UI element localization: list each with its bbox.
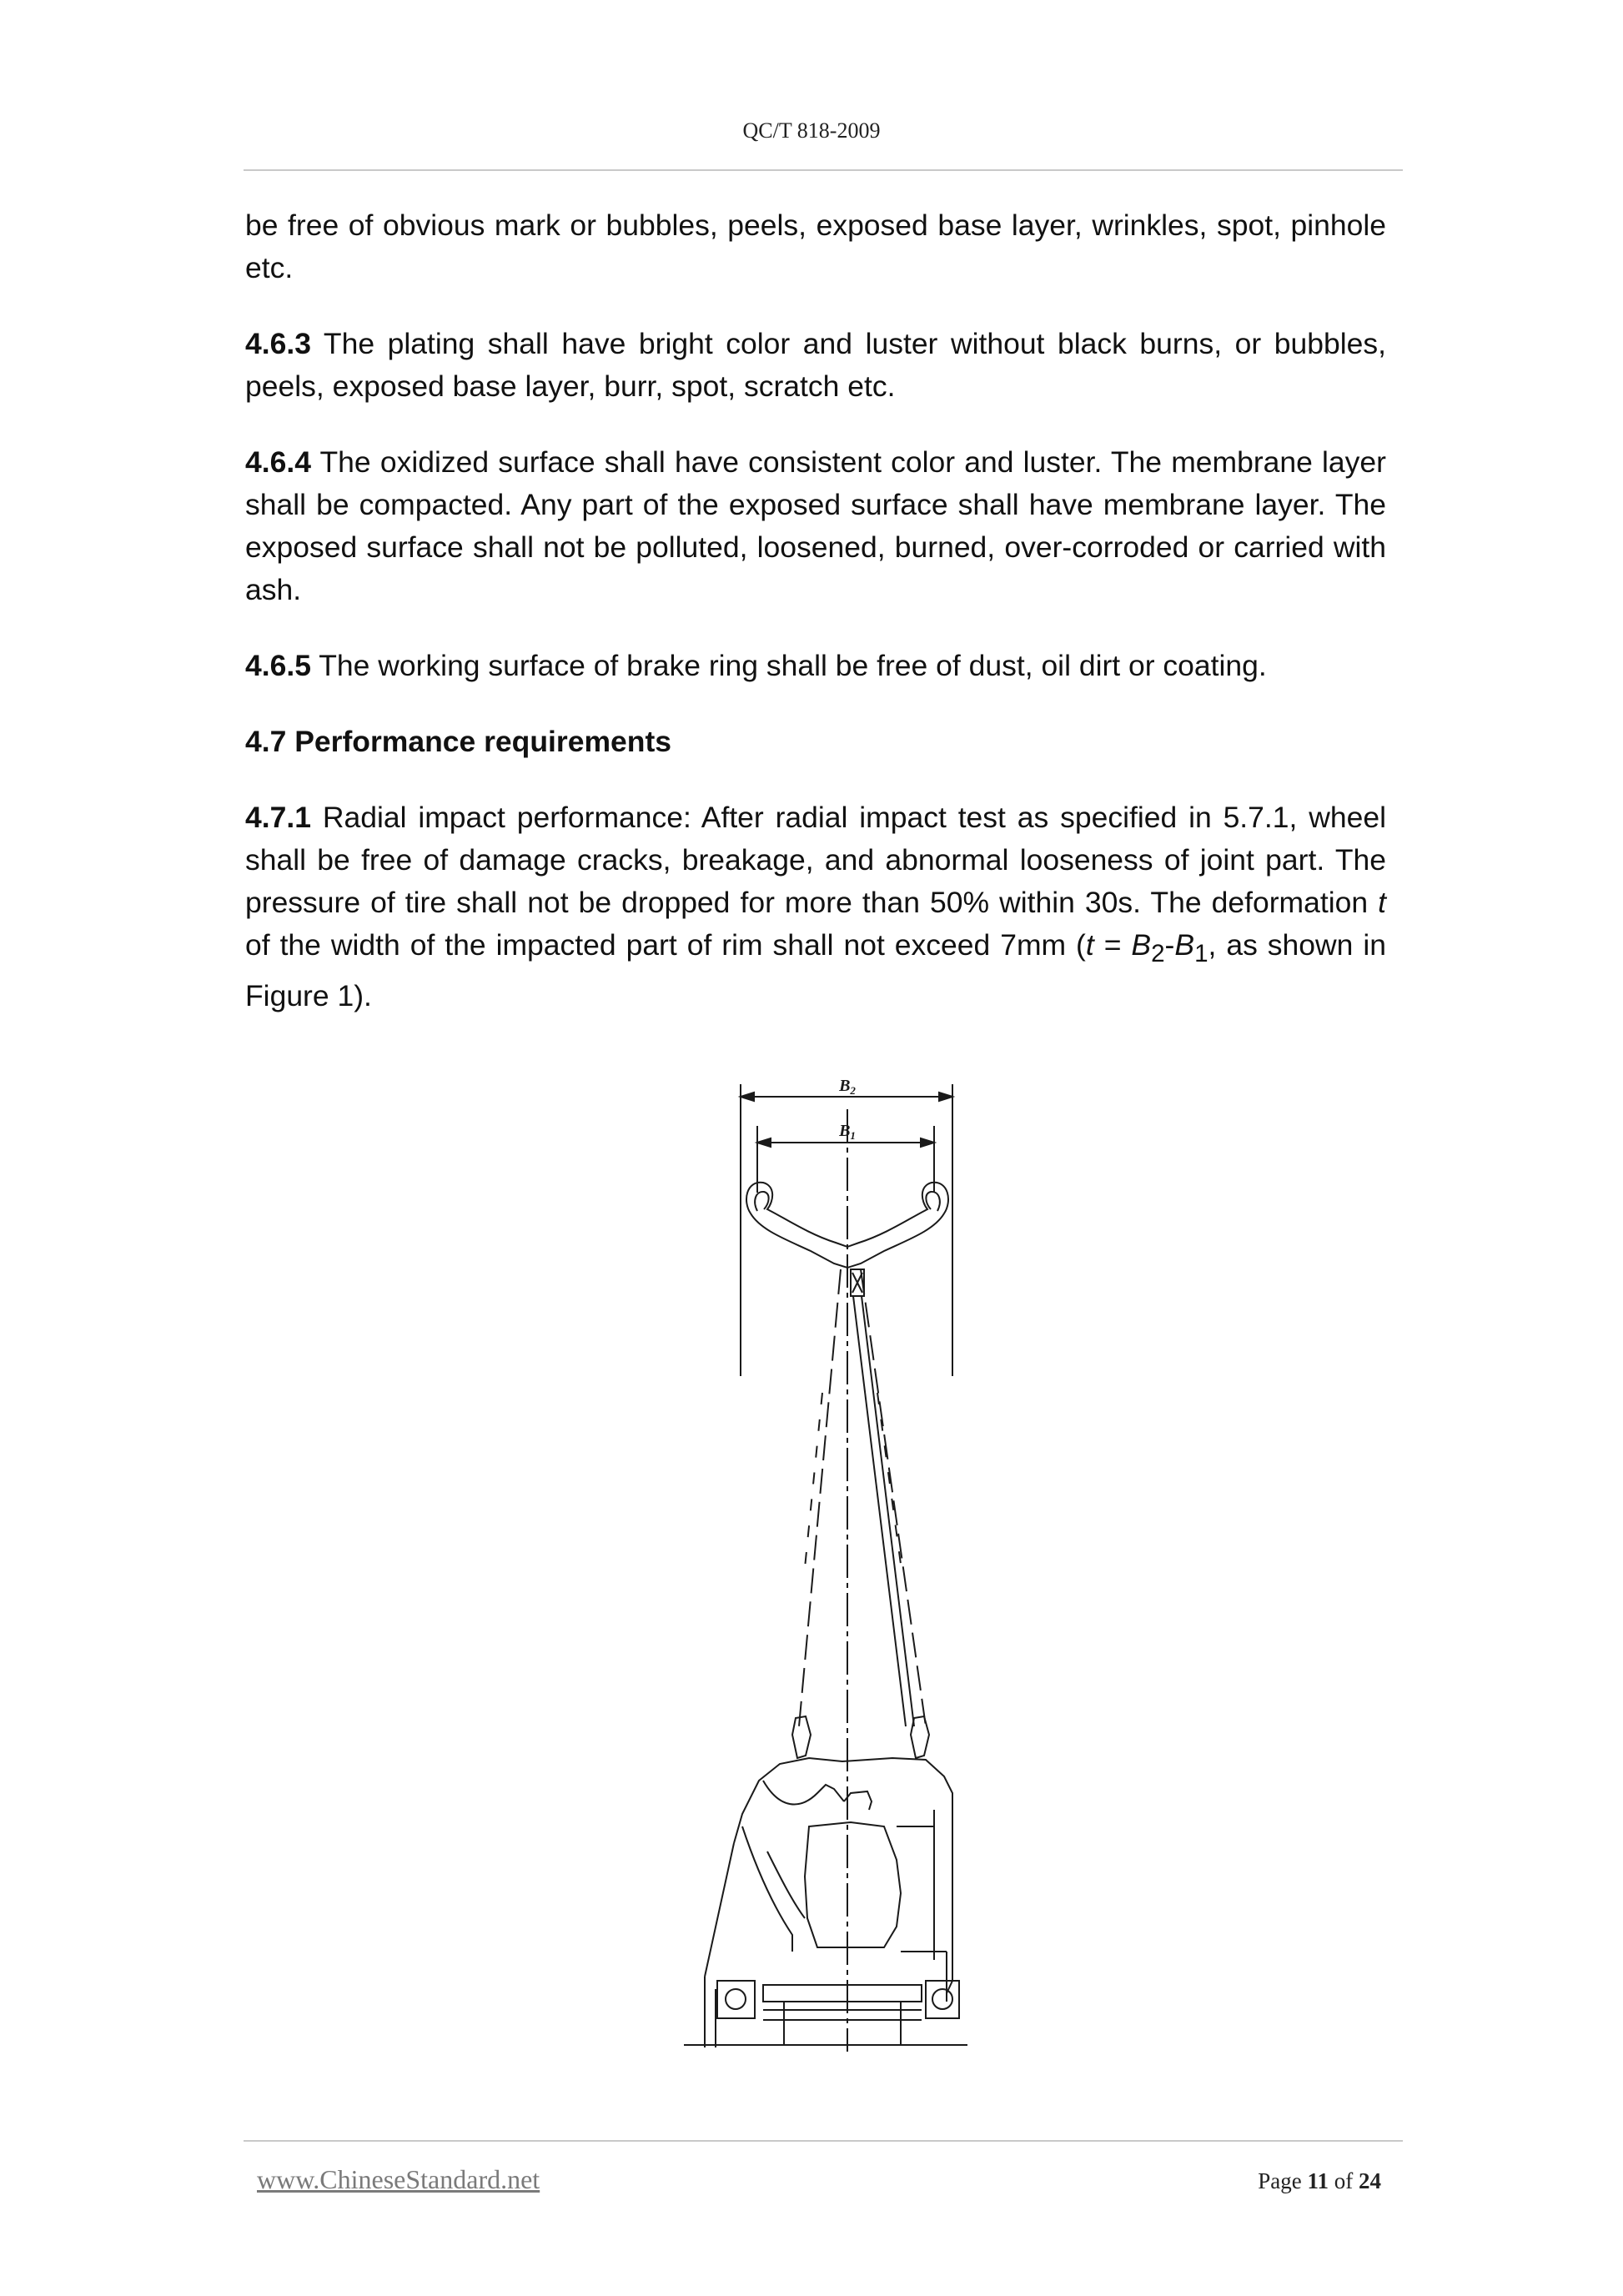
variable-t-eq: t	[1085, 928, 1094, 962]
clause-text: Radial impact performance: After radial impact test as specified in 5.7.1, wheel shall be free of damage cracks, breakage, and abnormal looseness of joint part. The pressure of tire shall not be dropped for more than 50% within 30s. The deformation	[245, 801, 1386, 919]
figure-1-wheel-cross-section	[617, 1076, 984, 2060]
clause-number: 4.6.5	[245, 649, 311, 682]
header-divider	[244, 169, 1403, 171]
clause-text: The working surface of brake ring shall be free of dust, oil dirt or coating.	[310, 649, 1267, 682]
figure-label-b1-subscript: 1	[850, 1129, 856, 1142]
clause-text: The plating shall have bright color and luster without black burns, or bubbles, peels, exposed base layer, burr, spot, scratch etc.	[245, 327, 1386, 403]
variable-b2-subscript: 2	[1151, 940, 1165, 968]
footer-divider	[244, 2140, 1403, 2142]
minus-sign: -	[1164, 928, 1175, 962]
page-current: 11	[1307, 2168, 1329, 2193]
clause-4-6-3	[245, 323, 1386, 408]
header-standard-code: QC/T 818-2009	[742, 118, 881, 143]
document-body	[245, 204, 1386, 1051]
svg-text:B1	[838, 1122, 856, 1142]
clause-number: 4.6.4	[245, 445, 311, 479]
clause-4-7-1	[245, 796, 1386, 1017]
figure-label-b2: B	[839, 1077, 851, 1095]
clause-text-3: , as shown in Figure 1).	[245, 928, 1386, 1013]
variable-b2: B	[1131, 928, 1152, 962]
svg-text:B2	[838, 1077, 856, 1097]
footer-website-link[interactable]: www.ChineseStandard.net	[257, 2164, 540, 2194]
equals-sign: =	[1093, 928, 1132, 962]
section-heading-4-7: 4.7 Performance requirements	[245, 725, 672, 758]
variable-t: t	[1378, 886, 1386, 919]
figure-label-b1: B	[839, 1122, 851, 1140]
page-prefix: Page	[1258, 2168, 1308, 2193]
clause-number: 4.7.1	[245, 801, 311, 834]
clause-text: The oxidized surface shall have consistent color and luster. The membrane layer shall be compacted. Any part of the exposed surface shall have membrane layer. The exposed surface shall not be polluted, loosened, burned, over-corroded or carried with ash.	[245, 445, 1386, 606]
footer-page-number	[1258, 2168, 1381, 2194]
figure-label-b2-subscript: 2	[850, 1084, 856, 1097]
variable-b1: B	[1174, 928, 1195, 962]
clause-number: 4.6.3	[245, 327, 311, 360]
variable-b1-subscript: 1	[1194, 940, 1208, 968]
page-of: of	[1329, 2168, 1359, 2193]
page-total: 24	[1359, 2168, 1381, 2193]
clause-4-6-5	[245, 645, 1386, 687]
clause-text-2: of the width of the impacted part of rim shall not exceed 7mm (	[245, 928, 1086, 962]
paragraph-continuation: be free of obvious mark or bubbles, peels, exposed base layer, wrinkles, spot, pinhole etc.	[245, 208, 1386, 284]
clause-4-6-4	[245, 441, 1386, 611]
